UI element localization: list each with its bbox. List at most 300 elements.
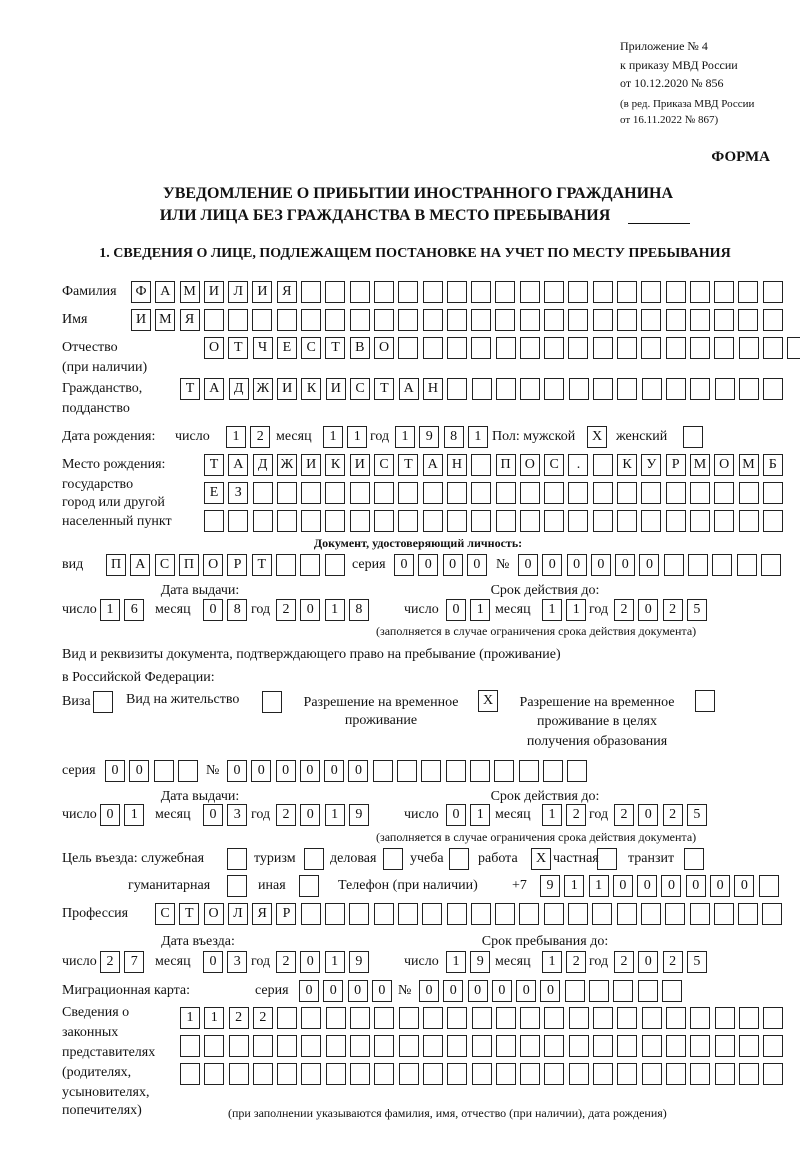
char-cell[interactable]: 1 — [566, 599, 586, 621]
char-cell[interactable] — [641, 281, 661, 303]
char-cell[interactable] — [447, 482, 467, 504]
char-cell[interactable]: И — [326, 378, 346, 400]
char-cell[interactable]: С — [374, 454, 394, 476]
char-cell[interactable]: 0 — [323, 980, 343, 1002]
char-cell[interactable]: 0 — [591, 554, 611, 576]
char-cell[interactable] — [374, 1035, 394, 1057]
char-cell[interactable]: 1 — [589, 875, 609, 897]
char-cell[interactable] — [714, 482, 734, 504]
char-cell[interactable] — [277, 309, 297, 331]
char-cell[interactable] — [300, 554, 320, 576]
char-cell[interactable] — [593, 1007, 613, 1029]
char-cell[interactable] — [544, 510, 564, 532]
char-cell[interactable] — [593, 281, 613, 303]
char-cell[interactable] — [763, 482, 783, 504]
char-cell[interactable] — [374, 510, 394, 532]
char-cell[interactable] — [666, 1035, 686, 1057]
char-cell[interactable]: 0 — [686, 875, 706, 897]
char-cell[interactable] — [301, 281, 321, 303]
char-cell[interactable]: Л — [228, 903, 248, 925]
char-cell[interactable]: О — [204, 337, 224, 359]
char-cell[interactable] — [739, 1063, 759, 1085]
char-cell[interactable]: Р — [227, 554, 247, 576]
char-cell[interactable] — [520, 281, 540, 303]
char-cell[interactable] — [180, 1035, 200, 1057]
char-cell[interactable] — [398, 482, 418, 504]
char-cell[interactable] — [666, 1063, 686, 1085]
char-cell[interactable]: X — [531, 848, 551, 870]
char-cell[interactable]: X — [478, 690, 498, 712]
char-cell[interactable] — [617, 281, 637, 303]
char-cell[interactable] — [471, 510, 491, 532]
char-cell[interactable] — [399, 1035, 419, 1057]
char-cell[interactable]: 0 — [324, 760, 344, 782]
char-cell[interactable] — [471, 482, 491, 504]
char-cell[interactable]: 0 — [129, 760, 149, 782]
char-cell[interactable]: И — [252, 281, 272, 303]
char-cell[interactable] — [421, 760, 441, 782]
char-cell[interactable]: И — [350, 454, 370, 476]
char-cell[interactable]: 8 — [349, 599, 369, 621]
char-cell[interactable]: Т — [374, 378, 394, 400]
char-cell[interactable] — [641, 510, 661, 532]
char-cell[interactable] — [495, 903, 515, 925]
char-cell[interactable] — [374, 482, 394, 504]
char-cell[interactable] — [568, 482, 588, 504]
char-cell[interactable] — [714, 337, 734, 359]
char-cell[interactable] — [422, 903, 442, 925]
char-cell[interactable]: 0 — [372, 980, 392, 1002]
char-cell[interactable]: 9 — [349, 804, 369, 826]
char-cell[interactable] — [350, 281, 370, 303]
char-cell[interactable] — [666, 378, 686, 400]
char-cell[interactable] — [423, 1007, 443, 1029]
char-cell[interactable] — [763, 1063, 783, 1085]
char-cell[interactable]: П — [496, 454, 516, 476]
char-cell[interactable]: Л — [228, 281, 248, 303]
char-cell[interactable] — [544, 1063, 564, 1085]
char-cell[interactable]: 0 — [638, 951, 658, 973]
char-cell[interactable] — [739, 1035, 759, 1057]
char-cell[interactable] — [399, 1007, 419, 1029]
char-cell[interactable]: 0 — [734, 875, 754, 897]
char-cell[interactable] — [738, 309, 758, 331]
char-cell[interactable] — [495, 281, 515, 303]
char-cell[interactable]: 0 — [492, 980, 512, 1002]
char-cell[interactable] — [373, 760, 393, 782]
char-cell[interactable] — [496, 1063, 516, 1085]
char-cell[interactable]: Т — [325, 337, 345, 359]
char-cell[interactable]: Ж — [277, 454, 297, 476]
char-cell[interactable] — [399, 1063, 419, 1085]
char-cell[interactable]: 0 — [467, 554, 487, 576]
char-cell[interactable] — [253, 482, 273, 504]
char-cell[interactable] — [383, 848, 403, 870]
char-cell[interactable] — [641, 309, 661, 331]
char-cell[interactable] — [714, 510, 734, 532]
char-cell[interactable] — [301, 1007, 321, 1029]
char-cell[interactable]: А — [423, 454, 443, 476]
char-cell[interactable]: 0 — [100, 804, 120, 826]
char-cell[interactable]: Р — [276, 903, 296, 925]
char-cell[interactable] — [617, 378, 637, 400]
char-cell[interactable] — [350, 1007, 370, 1029]
char-cell[interactable]: 2 — [276, 599, 296, 621]
char-cell[interactable] — [763, 378, 783, 400]
char-cell[interactable]: 2 — [614, 951, 634, 973]
char-cell[interactable] — [617, 510, 637, 532]
char-cell[interactable] — [617, 337, 637, 359]
char-cell[interactable] — [326, 1063, 346, 1085]
char-cell[interactable] — [350, 482, 370, 504]
char-cell[interactable] — [447, 1035, 467, 1057]
char-cell[interactable] — [738, 903, 758, 925]
char-cell[interactable] — [496, 1007, 516, 1029]
char-cell[interactable] — [398, 309, 418, 331]
char-cell[interactable] — [544, 309, 564, 331]
char-cell[interactable] — [739, 1007, 759, 1029]
char-cell[interactable]: 0 — [203, 951, 223, 973]
char-cell[interactable] — [617, 309, 637, 331]
char-cell[interactable]: М — [155, 309, 175, 331]
char-cell[interactable]: Н — [423, 378, 443, 400]
char-cell[interactable] — [544, 1035, 564, 1057]
char-cell[interactable]: 0 — [419, 980, 439, 1002]
char-cell[interactable]: 0 — [300, 951, 320, 973]
char-cell[interactable] — [253, 1063, 273, 1085]
char-cell[interactable]: К — [325, 454, 345, 476]
char-cell[interactable] — [592, 903, 612, 925]
char-cell[interactable]: С — [544, 454, 564, 476]
char-cell[interactable] — [617, 482, 637, 504]
char-cell[interactable]: 0 — [637, 875, 657, 897]
char-cell[interactable]: 1 — [100, 599, 120, 621]
char-cell[interactable] — [666, 482, 686, 504]
char-cell[interactable]: 1 — [542, 804, 562, 826]
char-cell[interactable] — [374, 903, 394, 925]
char-cell[interactable]: 1 — [542, 951, 562, 973]
char-cell[interactable] — [569, 378, 589, 400]
char-cell[interactable] — [544, 482, 564, 504]
char-cell[interactable] — [763, 281, 783, 303]
char-cell[interactable]: 5 — [687, 599, 707, 621]
char-cell[interactable] — [763, 337, 783, 359]
char-cell[interactable]: 0 — [661, 875, 681, 897]
char-cell[interactable] — [398, 903, 418, 925]
char-cell[interactable] — [520, 337, 540, 359]
char-cell[interactable]: 1 — [395, 426, 415, 448]
char-cell[interactable] — [739, 510, 759, 532]
char-cell[interactable]: 1 — [325, 599, 345, 621]
char-cell[interactable] — [593, 510, 613, 532]
char-cell[interactable] — [495, 309, 515, 331]
char-cell[interactable] — [665, 903, 685, 925]
char-cell[interactable]: Я — [252, 903, 272, 925]
char-cell[interactable] — [519, 760, 539, 782]
char-cell[interactable]: 0 — [203, 599, 223, 621]
char-cell[interactable]: 0 — [468, 980, 488, 1002]
char-cell[interactable] — [446, 760, 466, 782]
char-cell[interactable] — [695, 690, 715, 712]
char-cell[interactable] — [763, 1035, 783, 1057]
char-cell[interactable]: 1 — [325, 951, 345, 973]
char-cell[interactable] — [520, 1007, 540, 1029]
char-cell[interactable] — [690, 510, 710, 532]
char-cell[interactable]: 0 — [443, 980, 463, 1002]
char-cell[interactable] — [471, 903, 491, 925]
char-cell[interactable] — [496, 378, 516, 400]
char-cell[interactable]: 2 — [663, 804, 683, 826]
char-cell[interactable] — [423, 510, 443, 532]
char-cell[interactable] — [423, 281, 443, 303]
char-cell[interactable]: 2 — [276, 951, 296, 973]
char-cell[interactable] — [93, 691, 113, 713]
char-cell[interactable]: 2 — [614, 599, 634, 621]
char-cell[interactable] — [227, 848, 247, 870]
char-cell[interactable] — [423, 1063, 443, 1085]
char-cell[interactable]: М — [690, 454, 710, 476]
char-cell[interactable] — [325, 281, 345, 303]
char-cell[interactable] — [350, 510, 370, 532]
char-cell[interactable] — [471, 454, 491, 476]
char-cell[interactable] — [496, 337, 516, 359]
char-cell[interactable] — [569, 1007, 589, 1029]
char-cell[interactable]: Ч — [253, 337, 273, 359]
char-cell[interactable] — [204, 510, 224, 532]
char-cell[interactable] — [350, 1063, 370, 1085]
char-cell[interactable]: А — [155, 281, 175, 303]
char-cell[interactable] — [666, 510, 686, 532]
char-cell[interactable] — [204, 1063, 224, 1085]
char-cell[interactable] — [229, 1035, 249, 1057]
char-cell[interactable]: Я — [180, 309, 200, 331]
char-cell[interactable]: 2 — [276, 804, 296, 826]
char-cell[interactable] — [423, 1035, 443, 1057]
char-cell[interactable]: З — [228, 482, 248, 504]
char-cell[interactable] — [447, 378, 467, 400]
char-cell[interactable]: 0 — [638, 599, 658, 621]
char-cell[interactable] — [544, 281, 564, 303]
char-cell[interactable]: Е — [277, 337, 297, 359]
char-cell[interactable] — [565, 980, 585, 1002]
char-cell[interactable] — [447, 309, 467, 331]
char-cell[interactable]: 0 — [251, 760, 271, 782]
char-cell[interactable] — [326, 1007, 346, 1029]
char-cell[interactable] — [520, 378, 540, 400]
char-cell[interactable]: 9 — [540, 875, 560, 897]
char-cell[interactable]: 1 — [180, 1007, 200, 1029]
char-cell[interactable]: Т — [398, 454, 418, 476]
char-cell[interactable]: 5 — [687, 951, 707, 973]
char-cell[interactable]: 1 — [204, 1007, 224, 1029]
char-cell[interactable] — [666, 1007, 686, 1029]
char-cell[interactable]: О — [714, 454, 734, 476]
char-cell[interactable] — [568, 337, 588, 359]
char-cell[interactable]: О — [204, 903, 224, 925]
char-cell[interactable] — [763, 309, 783, 331]
char-cell[interactable]: 8 — [227, 599, 247, 621]
char-cell[interactable]: Р — [666, 454, 686, 476]
char-cell[interactable] — [301, 1063, 321, 1085]
char-cell[interactable]: Т — [180, 378, 200, 400]
char-cell[interactable] — [738, 281, 758, 303]
char-cell[interactable] — [398, 281, 418, 303]
char-cell[interactable] — [301, 1035, 321, 1057]
char-cell[interactable]: 0 — [227, 760, 247, 782]
char-cell[interactable]: 0 — [203, 804, 223, 826]
char-cell[interactable] — [664, 554, 684, 576]
char-cell[interactable] — [715, 378, 735, 400]
char-cell[interactable] — [472, 1035, 492, 1057]
char-cell[interactable]: 0 — [348, 760, 368, 782]
char-cell[interactable] — [374, 309, 394, 331]
char-cell[interactable]: С — [155, 554, 175, 576]
char-cell[interactable] — [593, 337, 613, 359]
char-cell[interactable]: В — [350, 337, 370, 359]
char-cell[interactable]: 2 — [663, 951, 683, 973]
char-cell[interactable] — [567, 760, 587, 782]
char-cell[interactable] — [471, 337, 491, 359]
char-cell[interactable] — [277, 510, 297, 532]
char-cell[interactable]: 2 — [250, 426, 270, 448]
char-cell[interactable] — [228, 309, 248, 331]
char-cell[interactable] — [470, 760, 490, 782]
char-cell[interactable] — [277, 1007, 297, 1029]
char-cell[interactable] — [569, 1063, 589, 1085]
char-cell[interactable] — [325, 510, 345, 532]
char-cell[interactable] — [325, 482, 345, 504]
char-cell[interactable] — [423, 337, 443, 359]
char-cell[interactable] — [520, 1063, 540, 1085]
char-cell[interactable]: 0 — [615, 554, 635, 576]
char-cell[interactable] — [325, 554, 345, 576]
char-cell[interactable]: 0 — [446, 599, 466, 621]
char-cell[interactable]: 9 — [349, 951, 369, 973]
char-cell[interactable] — [471, 281, 491, 303]
char-cell[interactable]: 2 — [100, 951, 120, 973]
char-cell[interactable]: 0 — [348, 980, 368, 1002]
char-cell[interactable] — [683, 426, 703, 448]
char-cell[interactable] — [204, 1035, 224, 1057]
char-cell[interactable] — [568, 510, 588, 532]
char-cell[interactable] — [759, 875, 779, 897]
char-cell[interactable] — [690, 1035, 710, 1057]
char-cell[interactable] — [787, 337, 800, 359]
char-cell[interactable] — [262, 691, 282, 713]
char-cell[interactable] — [349, 903, 369, 925]
char-cell[interactable] — [374, 1063, 394, 1085]
title-blank-line[interactable] — [628, 223, 690, 224]
char-cell[interactable] — [301, 309, 321, 331]
char-cell[interactable] — [277, 1035, 297, 1057]
char-cell[interactable] — [496, 1035, 516, 1057]
char-cell[interactable] — [325, 309, 345, 331]
char-cell[interactable] — [276, 554, 296, 576]
char-cell[interactable]: Д — [253, 454, 273, 476]
char-cell[interactable] — [447, 281, 467, 303]
char-cell[interactable] — [228, 510, 248, 532]
char-cell[interactable]: 1 — [542, 599, 562, 621]
char-cell[interactable] — [715, 1007, 735, 1029]
char-cell[interactable]: К — [617, 454, 637, 476]
char-cell[interactable] — [227, 875, 247, 897]
char-cell[interactable]: А — [228, 454, 248, 476]
char-cell[interactable]: И — [204, 281, 224, 303]
char-cell[interactable] — [712, 554, 732, 576]
char-cell[interactable]: У — [641, 454, 661, 476]
char-cell[interactable] — [617, 903, 637, 925]
char-cell[interactable] — [642, 1063, 662, 1085]
char-cell[interactable]: Ф — [131, 281, 151, 303]
char-cell[interactable] — [690, 1063, 710, 1085]
char-cell[interactable]: С — [155, 903, 175, 925]
char-cell[interactable]: И — [131, 309, 151, 331]
char-cell[interactable]: 9 — [419, 426, 439, 448]
char-cell[interactable]: 0 — [418, 554, 438, 576]
char-cell[interactable]: 1 — [124, 804, 144, 826]
char-cell[interactable]: 0 — [446, 804, 466, 826]
char-cell[interactable]: Я — [277, 281, 297, 303]
char-cell[interactable]: 0 — [300, 599, 320, 621]
char-cell[interactable]: 1 — [323, 426, 343, 448]
char-cell[interactable]: 0 — [542, 554, 562, 576]
char-cell[interactable] — [472, 1007, 492, 1029]
char-cell[interactable] — [447, 903, 467, 925]
char-cell[interactable] — [638, 980, 658, 1002]
char-cell[interactable]: 8 — [444, 426, 464, 448]
char-cell[interactable] — [666, 337, 686, 359]
char-cell[interactable] — [180, 1063, 200, 1085]
char-cell[interactable]: 7 — [124, 951, 144, 973]
char-cell[interactable] — [666, 309, 686, 331]
char-cell[interactable]: 1 — [347, 426, 367, 448]
char-cell[interactable]: Т — [179, 903, 199, 925]
char-cell[interactable] — [593, 309, 613, 331]
char-cell[interactable] — [496, 510, 516, 532]
char-cell[interactable] — [398, 337, 418, 359]
char-cell[interactable] — [229, 1063, 249, 1085]
char-cell[interactable] — [763, 510, 783, 532]
char-cell[interactable] — [690, 1007, 710, 1029]
char-cell[interactable]: 0 — [540, 980, 560, 1002]
char-cell[interactable] — [617, 1007, 637, 1029]
char-cell[interactable] — [688, 554, 708, 576]
char-cell[interactable]: М — [739, 454, 759, 476]
char-cell[interactable] — [253, 510, 273, 532]
char-cell[interactable] — [178, 760, 198, 782]
char-cell[interactable] — [398, 510, 418, 532]
char-cell[interactable] — [613, 980, 633, 1002]
char-cell[interactable]: А — [399, 378, 419, 400]
char-cell[interactable]: О — [374, 337, 394, 359]
char-cell[interactable]: И — [277, 378, 297, 400]
char-cell[interactable]: 3 — [227, 951, 247, 973]
char-cell[interactable] — [690, 309, 710, 331]
char-cell[interactable] — [714, 281, 734, 303]
char-cell[interactable] — [520, 1035, 540, 1057]
char-cell[interactable] — [642, 1035, 662, 1057]
char-cell[interactable]: 2 — [614, 804, 634, 826]
char-cell[interactable] — [447, 510, 467, 532]
char-cell[interactable]: 3 — [227, 804, 247, 826]
char-cell[interactable]: А — [130, 554, 150, 576]
char-cell[interactable]: 1 — [470, 804, 490, 826]
char-cell[interactable] — [761, 554, 781, 576]
char-cell[interactable] — [589, 980, 609, 1002]
char-cell[interactable] — [737, 554, 757, 576]
char-cell[interactable] — [763, 1007, 783, 1029]
char-cell[interactable] — [520, 309, 540, 331]
